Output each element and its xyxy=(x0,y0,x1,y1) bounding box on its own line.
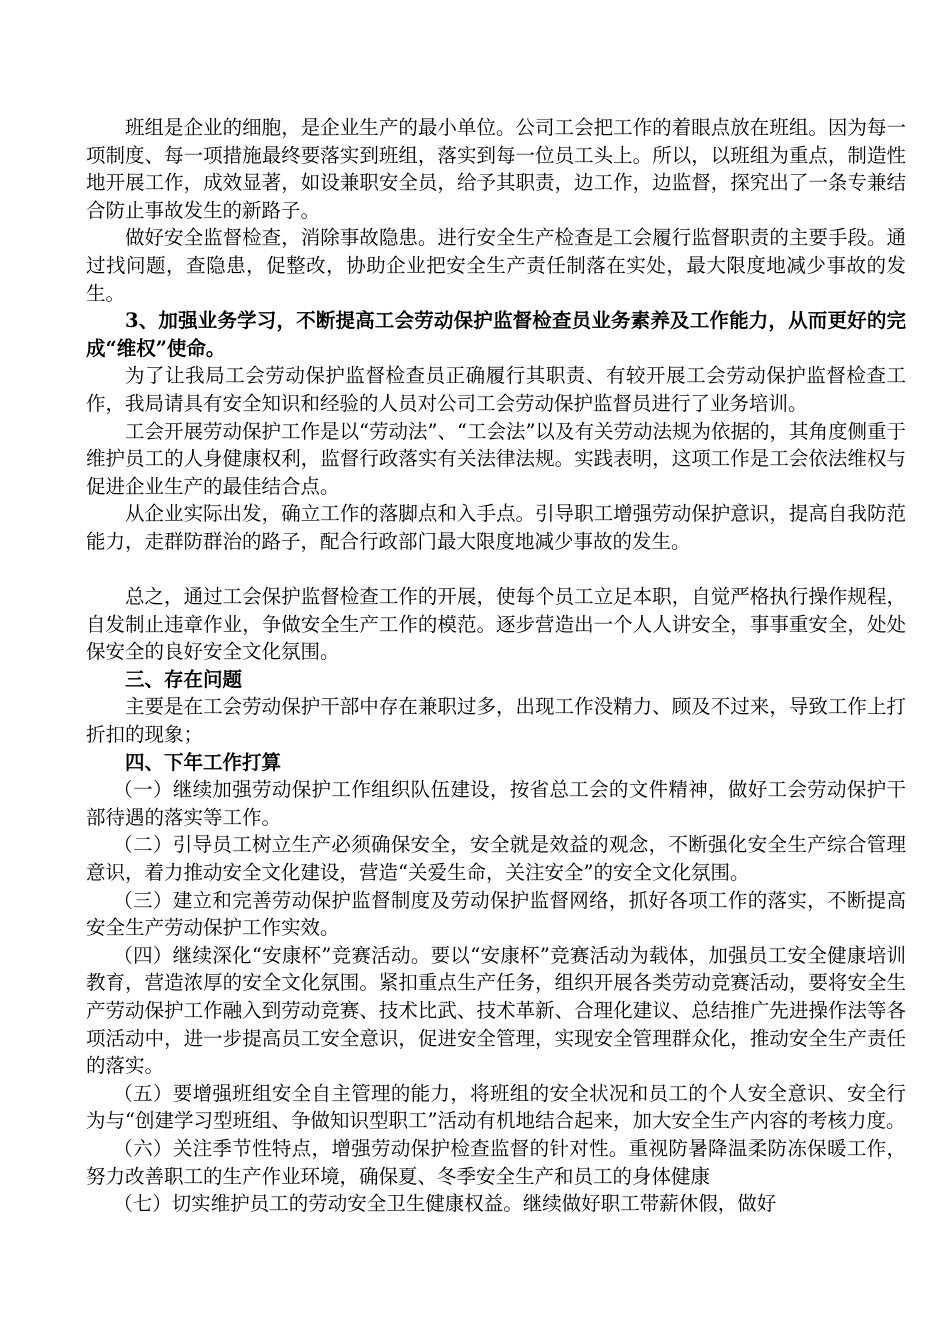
paragraph-problems: 主要是在工会劳动保护干部中存在兼职过多，出现工作没精力、顾及不过来，导致工作上打折扣的现象； xyxy=(86,695,906,747)
plan-item-4: （四）继续深化“安康杯”竞赛活动。要以“安康杯”竞赛活动为载体，加强员工安全健康培训教育，营造浓厚的安全文化氛围。紧扣重点生产任务，组织开展各类劳动竞赛活动，要将安全生产劳动保护工作融入到劳动竞赛、技术比武、技术革新、合理化建议、总结推广先进操作法等各项活动中，进一步提高员工安全意识，促进安全管理，实现安全管理群众化，推动安全生产责任的落实。 xyxy=(86,943,906,1078)
paragraph-safety-inspection: 做好安全监督检查，消除事故隐患。进行安全生产检查是工会履行监督职责的主要手段。通过找问题，查隐患，促整改，协助企业把安全生产责任制落在实处，最大限度地减少事故的发生。 xyxy=(86,226,906,305)
section-heading-problems: 三、存在问题 xyxy=(125,667,243,691)
section-heading-next-year: 四、下年工作打算 xyxy=(125,750,282,774)
paragraph-foothold: 从企业实际出发，确立工作的落脚点和入手点。引导职工增强劳动保护意识，提高自我防范能力，走群防群治的路子，配合行政部门最大限度地减少事故的发生。 xyxy=(86,502,906,553)
plan-item-6: （六）关注季节性特点，增强劳动保护检查监督的针对性。重视防暑降温柔防冻保暖工作，努力改善职工的生产作业环境，确保夏、冬季安全生产和员工的身体健康 xyxy=(86,1136,906,1188)
paragraph-training: 为了让我局工会劳动保护监督检查员正确履行其职责、有较开展工会劳动保护监督检查工作，我局请具有安全知识和经验的人员对公司工会劳动保护监督员进行了业务培训。 xyxy=(86,364,906,415)
paragraph-labor-law: 工会开展劳动保护工作是以“劳动法”、“工会法”以及有关劳动法规为依据的，其角度侧重于维护员工的人身健康权利，监督行政落实有关法律法规。实践表明，这项工作是工会依法维权与促进企业生产的最佳结合点。 xyxy=(86,419,906,498)
document-body xyxy=(86,114,906,1218)
plan-item-2: （二）引导员工树立生产必须确保安全，安全就是效益的观念，不断强化安全生产综合管理意识，着力推动安全文化建设，营造“关爱生命，关注安全”的安全文化氛围。 xyxy=(86,833,906,885)
section-heading-3: 3、加强业务学习，不断提高工会劳动保护监督检查员业务素养及工作能力，从而更好的完成“维权”使命。 xyxy=(86,309,906,360)
plan-item-3: （三）建立和完善劳动保护监督制度及劳动保护监督网络，抓好各项工作的落实，不断提高安全生产劳动保护工作实效。 xyxy=(86,888,906,940)
paragraph-team-cell: 班组是企业的细胞，是企业生产的最小单位。公司工会把工作的着眼点放在班组。因为每一项制度、每一项措施最终要落实到班组，落实到每一位员工头上。所以，以班组为重点，制造性地开展工作，成效显著，如设兼职安全员，给予其职责，边工作，边监督，探究出了一条专兼结合防止事故发生的新路子。 xyxy=(86,116,906,222)
plan-item-1: （一）继续加强劳动保护工作组织队伍建设，按省总工会的文件精神，做好工会劳动保护干部待遇的落实等工作。 xyxy=(86,778,906,829)
blank-line xyxy=(86,556,906,584)
plan-item-7: （七）切实维护员工的劳动安全卫生健康权益。继续做好职工带薪休假，做好 xyxy=(113,1192,777,1216)
plan-item-5: （五）要增强班组安全自主管理的能力，将班组的安全状况和员工的个人安全意识、安全行为与“创建学习型班组、争做知识型职工”活动有机地结合起来，加大安全生产内容的考核力度。 xyxy=(86,1081,906,1133)
paragraph-summary: 总之，通过工会保护监督检查工作的开展，使每个员工立足本职，自觉严格执行操作规程，自发制止违章作业，争做安全生产工作的模范。逐步营造出一个人人讲安全，事事重安全，处处保安全的良好安全文化氛围。 xyxy=(86,585,906,664)
